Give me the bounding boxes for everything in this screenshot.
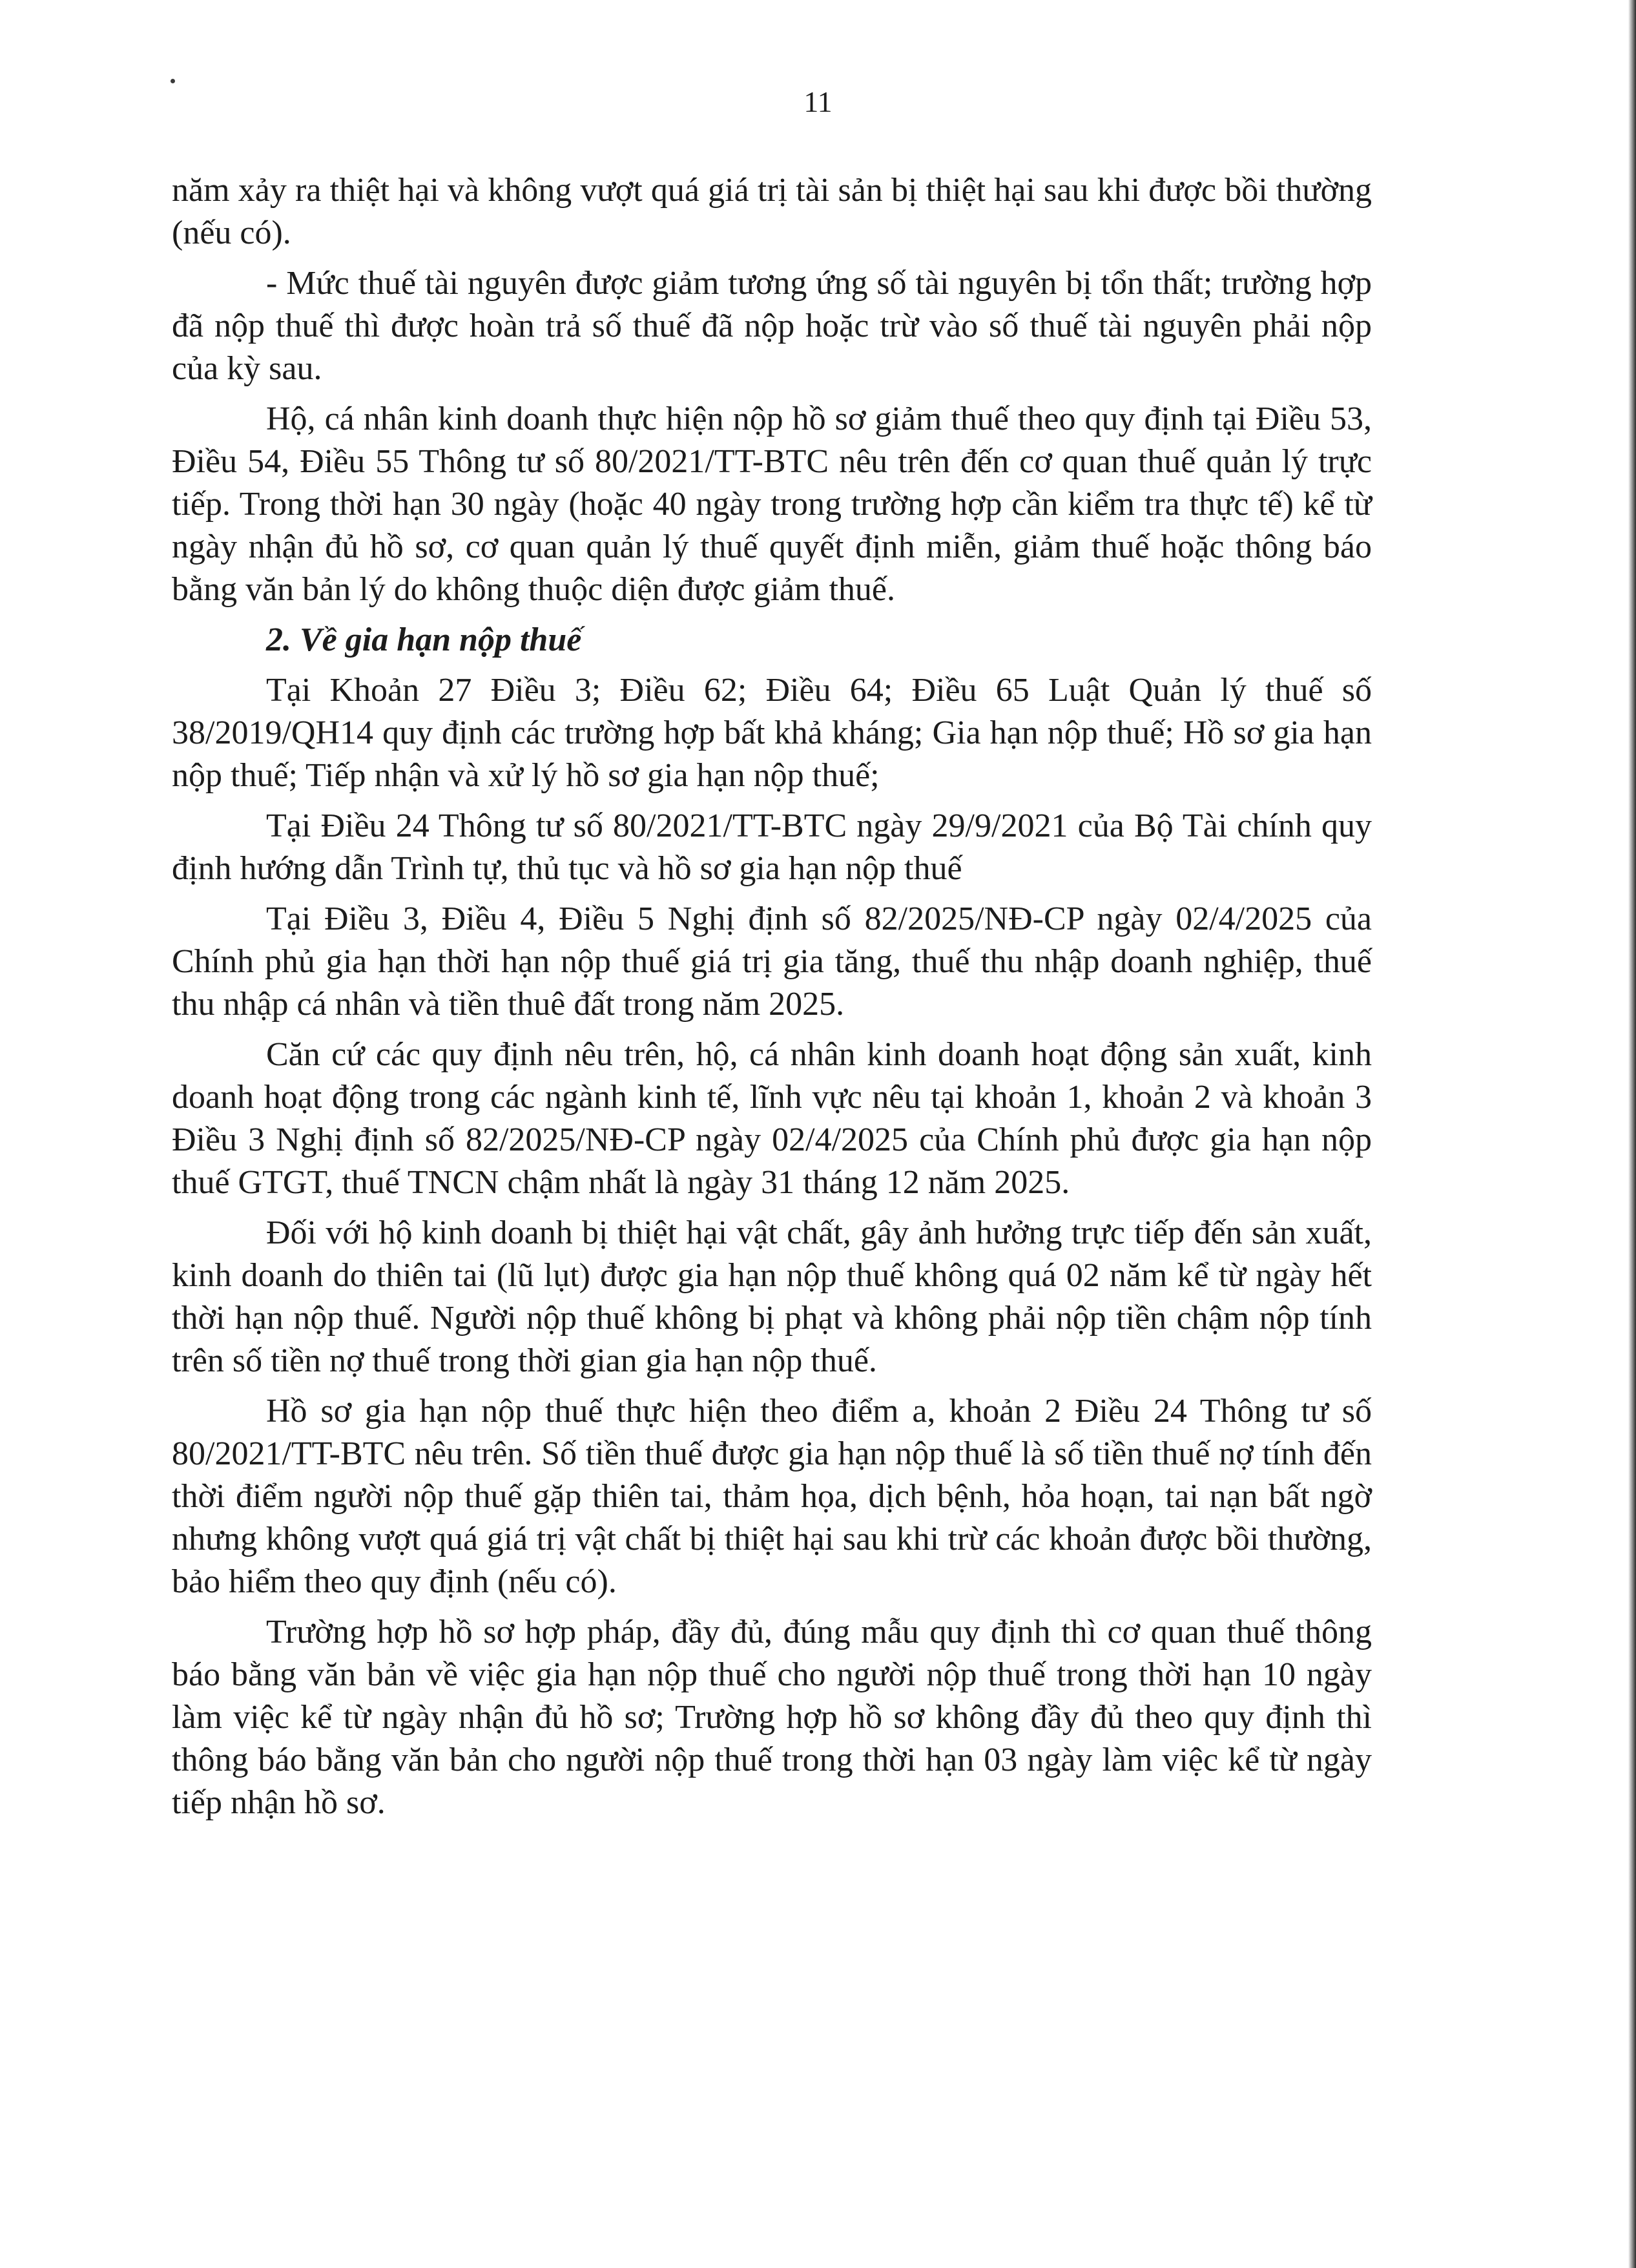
- scan-edge-shadow: [1628, 0, 1636, 2268]
- paragraph-extension-basis: Căn cứ các quy định nêu trên, hộ, cá nhân kinh doanh hoạt động sản xuất, kinh doanh hoạt động trong các ngành kinh tế, lĩnh vực nêu tại khoản 1, khoản 2 và khoản 3 Điều 3 Nghị định số 82/2025/NĐ-CP ngày 02/4/2025 của Chính phủ được gia hạn nộp thuế GTGT, thuế TNCN chậm nhất là ngày 31 tháng 12 năm 2025.: [172, 1036, 1372, 1201]
- paragraph-law-reference: Tại Khoản 27 Điều 3; Điều 62; Điều 64; Điều 65 Luật Quản lý thuế số 38/2019/QH14 quy định các trường hợp bất khả kháng; Gia hạn nộp thuế; Hồ sơ gia hạn nộp thuế; Tiếp nhận và xử lý hồ sơ gia hạn nộp thuế;: [172, 672, 1372, 794]
- paragraph-circular-reference: Tại Điều 24 Thông tư số 80/2021/TT-BTC ngày 29/9/2021 của Bộ Tài chính quy định hướng dẫn Trình tự, thủ tục và hồ sơ gia hạn nộp thuế: [172, 807, 1372, 887]
- paragraph-resource-tax: - Mức thuế tài nguyên được giảm tương ứng số tài nguyên bị tổn thất; trường hợp đã nộp thuế thì được hoàn trả số thuế đã nộp hoặc trừ vào số thuế tài nguyên phải nộp của kỳ sau.: [172, 265, 1372, 387]
- paragraph-extension-dossier: Hồ sơ gia hạn nộp thuế thực hiện theo điểm a, khoản 2 Điều 24 Thông tư số 80/2021/TT-BTC nêu trên. Số tiền thuế được gia hạn nộp thuế là số tiền thuế nợ tính đến thời điểm người nộp thuế gặp thiên tai, thảm họa, dịch bệnh, hỏa hoạn, tai nạn bất ngờ nhưng không vượt quá giá trị vật chất bị thiệt hại sau khi trừ các khoản được bồi thường, bảo hiểm theo quy định (nếu có).: [172, 1393, 1372, 1600]
- paragraph-notification: Trường hợp hồ sơ hợp pháp, đầy đủ, đúng mẫu quy định thì cơ quan thuế thông báo bằng văn bản về việc gia hạn nộp thuế cho người nộp thuế trong thời hạn 10 ngày làm việc kể từ ngày nhận đủ hồ sơ; Trường hợp hồ sơ không đầy đủ theo quy định thì thông báo bằng văn bản cho người nộp thuế trong thời hạn 03 ngày làm việc kể từ ngày tiếp nhận hồ sơ.: [172, 1614, 1372, 1821]
- paragraph-disaster-extension: Đối với hộ kinh doanh bị thiệt hại vật chất, gây ảnh hưởng trực tiếp đến sản xuất, kinh doanh do thiên tai (lũ lụt) được gia hạn nộp thuế không quá 02 năm kể từ ngày hết thời hạn nộp thuế. Người nộp thuế không bị phạt và không phải nộp tiền chậm nộp tính trên số tiền nợ thuế trong thời gian gia hạn nộp thuế.: [172, 1214, 1372, 1379]
- page-number: 11: [803, 85, 833, 118]
- section-heading: 2. Về gia hạn nộp thuế: [266, 621, 582, 658]
- paragraph-tax-reduction-filing: Hộ, cá nhân kinh doanh thực hiện nộp hồ sơ giảm thuế theo quy định tại Điều 53, Điều 54, Điều 55 Thông tư số 80/2021/TT-BTC nêu trên đến cơ quan thuế quản lý trực tiếp. Trong thời hạn 30 ngày (hoặc 40 ngày trong trường hợp cần kiểm tra thực tế) kể từ ngày nhận đủ hồ sơ, cơ quan quản lý thuế quyết định miễn, giảm thuế hoặc thông báo bằng văn bản lý do không thuộc diện được giảm thuế.: [172, 401, 1372, 608]
- document-body: [172, 169, 1372, 1832]
- paragraph-decree-reference: Tại Điều 3, Điều 4, Điều 5 Nghị định số 82/2025/NĐ-CP ngày 02/4/2025 của Chính phủ gia hạn thời hạn nộp thuế giá trị gia tăng, thuế thu nhập doanh nghiệp, thuế thu nhập cá nhân và tiền thuê đất trong năm 2025.: [172, 900, 1372, 1023]
- paragraph-continuation: năm xảy ra thiệt hại và không vượt quá giá trị tài sản bị thiệt hại sau khi được bồi thường (nếu có).: [172, 172, 1372, 251]
